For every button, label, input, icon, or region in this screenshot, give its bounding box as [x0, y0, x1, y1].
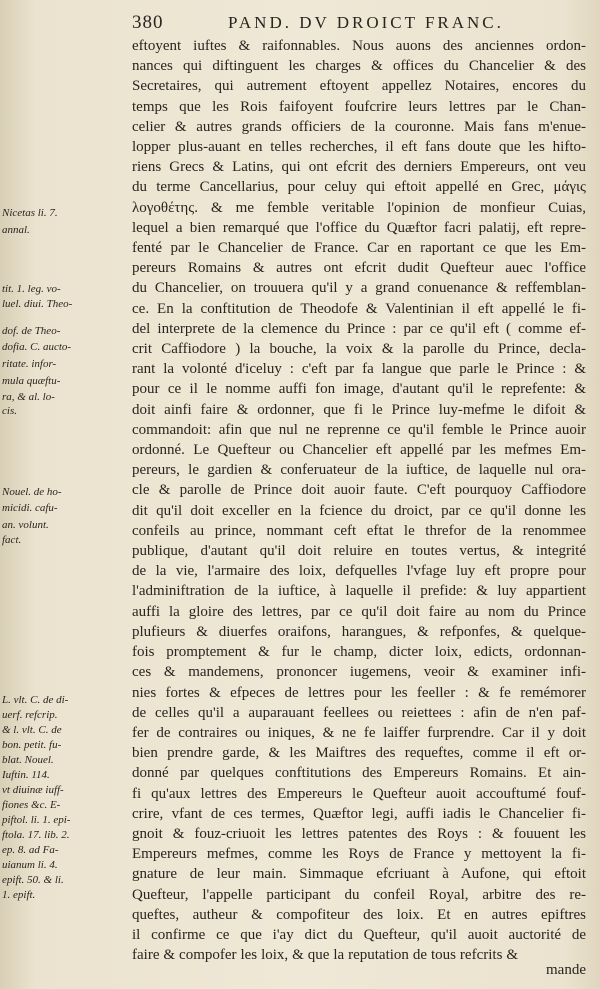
text-line: lequel a bien remarqué que l'office du Quæftor facri palatij, eft repre-	[132, 219, 586, 236]
text-line: λογοθέτης. & me femble veritable l'opinion de monfieur Cuias,	[132, 199, 586, 216]
text-line: ce. En la conftitution de Theodofe & Valentinian il eft appellé le fi-	[132, 300, 586, 317]
text-line: fenté par le Chancelier de France. Car en raportant ce que les Em-	[132, 240, 586, 257]
margin-note: ep. 8. ad Fa-	[2, 844, 59, 856]
margin-note: vt diuinæ iuff-	[2, 784, 64, 796]
text-line: Empereurs mefmes, comme les Roys de France y mettoyent la fi-	[132, 846, 586, 863]
margin-note: & l. vlt. C. de	[2, 724, 62, 736]
text-line: riens Grecs & Latins, qui ont efcrit des derniers Empereurs, ont veu	[132, 159, 586, 176]
text-line: de la vie, l'armaire des loix, defquelles l'vfage luy eft propre pour	[132, 563, 586, 580]
text-line: fi qu'aux lettres des Empereurs le Quefteur auoit accouftumé fouf-	[132, 785, 586, 802]
text-line: donné par quelques conftitutions des Empereurs Romains. Et ain-	[132, 765, 586, 782]
text-line: Quefteur, l'appelle participant du confeil Royal, arbitre des re-	[132, 886, 586, 903]
margin-note: an. volunt.	[2, 519, 49, 531]
text-line: crire, vfant de ces termes, Quæftor legi, auffi iadis le Chancelier fi-	[132, 805, 586, 822]
text-line: gnature de leur main. Simmaque efcriuant à Aufone, qui eftoit	[132, 866, 586, 883]
text-line: del interprete de la clemence du Prince : par ce qu'il eft ( comme ef-	[132, 320, 586, 337]
text-line: auffi la gloire des lettres, par ce qu'il doit faire au nom du Prince	[132, 603, 586, 620]
margin-note: ftola. 17. lib. 2.	[2, 829, 70, 841]
text-line: de celles qu'il a auparauant feellees ou reiettees : afin de n'en paf-	[132, 704, 586, 721]
margin-note: Iuftin. 114.	[2, 769, 50, 781]
margin-note: ritate. infor-	[2, 358, 57, 370]
margin-note: ra, & al. lo-	[2, 391, 55, 403]
margin-note: Nicetas li. 7.	[2, 207, 58, 219]
text-line: crit Caffiodore ) la bouche, la voix & la parolle du Prince, decla-	[132, 341, 586, 358]
margin-note: Nouel. de ho-	[2, 486, 62, 498]
text-line: gnoit & fouz-criuoit les lettres patentes des Roys : & fouuent les	[132, 825, 586, 842]
text-line: nances qui diftinguent les charges & offices du Chancelier & des	[132, 58, 586, 75]
margin-note: epift. 50. & li.	[2, 874, 64, 886]
margin-notes	[0, 0, 130, 989]
text-line: queftes, autheur & compofiteur des loix. Et en autres epiftres	[132, 906, 586, 923]
text-line: confeils au prince, nommant ceft eftat le threfor de la renommee	[132, 522, 586, 539]
margin-note: uerf. refcrip.	[2, 709, 58, 721]
text-line: plufieurs & diuerfes oraifons, harangues, & refponfes, & quelque-	[132, 623, 586, 640]
margin-note: annal.	[2, 224, 30, 236]
margin-note: fact.	[2, 534, 22, 546]
text-line: eftoyent iuftes & raifonnables. Nous auons des anciennes ordon-	[132, 38, 586, 54]
margin-note: dof. de Theo-	[2, 325, 61, 337]
text-line: l'adminiftration de la iuftice, à laquelle il prefide: & luy appartient	[132, 583, 586, 600]
margin-note: piftol. li. 1. epi-	[2, 814, 71, 826]
margin-note: L. vlt. C. de di-	[2, 694, 69, 706]
text-line: fer de contraires ou iniques, & ne fe laiffer furprendre. Car il y doit	[132, 724, 586, 741]
running-title: PAND. DV DROICT FRANC.	[228, 13, 504, 32]
text-line: bien prendre garde, & les Maiftres des requeftes, comme il eft or-	[132, 745, 586, 762]
text-line: celier & autres grands officiers de la couronne. Mais fans m'enue-	[132, 118, 586, 135]
margin-note: 1. epift.	[2, 889, 36, 901]
text-line: dit qu'il doit exceller en la fcience du droict, par ce qu'il donne les	[132, 502, 586, 519]
text-line: il confirme ce que i'ay dict du Quefteur, qu'il auoit auctorité de	[132, 926, 586, 943]
margin-note: dofia. C. aucto-	[2, 341, 72, 353]
text-line: fois promptement & fur le champ, dicter loix, edicts, ordonnan-	[132, 644, 586, 661]
text-line: ordonné. Le Quefteur ou Chancelier eft appellé par les mefmes Em-	[132, 442, 586, 459]
margin-note: cis.	[2, 405, 17, 417]
text-line: faire & compofer les loix, & que la reputation de tous refcrits &	[132, 947, 519, 964]
text-line: lopper plus-auant en telles recherches, il eft fans doute que les hifto-	[132, 139, 586, 156]
margin-note: uianum li. 4.	[2, 859, 58, 871]
text-line: rant la volonté d'iceluy : c'eft par fa langue que parle le Prince : &	[132, 361, 586, 378]
page-header	[132, 10, 587, 34]
margin-note: micidi. cafu-	[2, 502, 58, 514]
text-line: pereurs, le gardien & conferuateur de la iuftice, de laquelle nul ora-	[132, 462, 586, 479]
text-line: du terme Cancellarius, pour celuy qui eftoit appellé en Grec, μάγις	[132, 179, 586, 196]
text-line: Secretaires, qui autrement eftoyent appellez Notaires, encores du	[132, 78, 586, 95]
main-text-block	[132, 36, 586, 965]
text-line: ces & mandemens, prononcer iugemens, veoir & examiner infi-	[132, 664, 586, 681]
text-line: cle & parolle de Prince doit auoir faute. C'eft pourquoy Caffiodore	[132, 482, 586, 499]
margin-note: mula quæftu-	[2, 375, 61, 387]
text-line: publique, d'autant qu'il doit reluire en toutes vertus, & integrité	[132, 543, 586, 560]
page-number: 380	[132, 12, 164, 33]
text-line: nies fortes & efpeces de lettres pour les feeller : & fe remémorer	[132, 684, 586, 701]
text-line: pour ce il le nomme auffi fon image, d'autant qu'il le reprefente: &	[132, 381, 586, 398]
margin-note: fiones &c. E-	[2, 799, 61, 811]
text-line: du Chancelier, on trouuera qu'il y a grand conuenance & reffemblan-	[132, 280, 586, 297]
margin-note: luel. diui. Theo-	[2, 298, 73, 310]
text-line: temps que les Rois faifoyent foufcrire leurs lettres par le Chan-	[132, 98, 586, 115]
margin-note: tit. 1. leg. vo-	[2, 283, 61, 295]
margin-note: bon. petit. fu-	[2, 739, 62, 751]
margin-note: blat. Nouel.	[2, 754, 54, 766]
text-line: pereurs Romains & autres ont efcrit dudit Quefteur auec l'office	[132, 260, 586, 277]
catchword: mande	[546, 962, 586, 978]
text-line: commandoit: afin que nul ne reprenne ce qu'il femble le Prince auoir	[132, 421, 586, 438]
text-line: doit ainfi faire & ordonner, que fi le Prince luy-mefme le difoit &	[132, 401, 586, 418]
